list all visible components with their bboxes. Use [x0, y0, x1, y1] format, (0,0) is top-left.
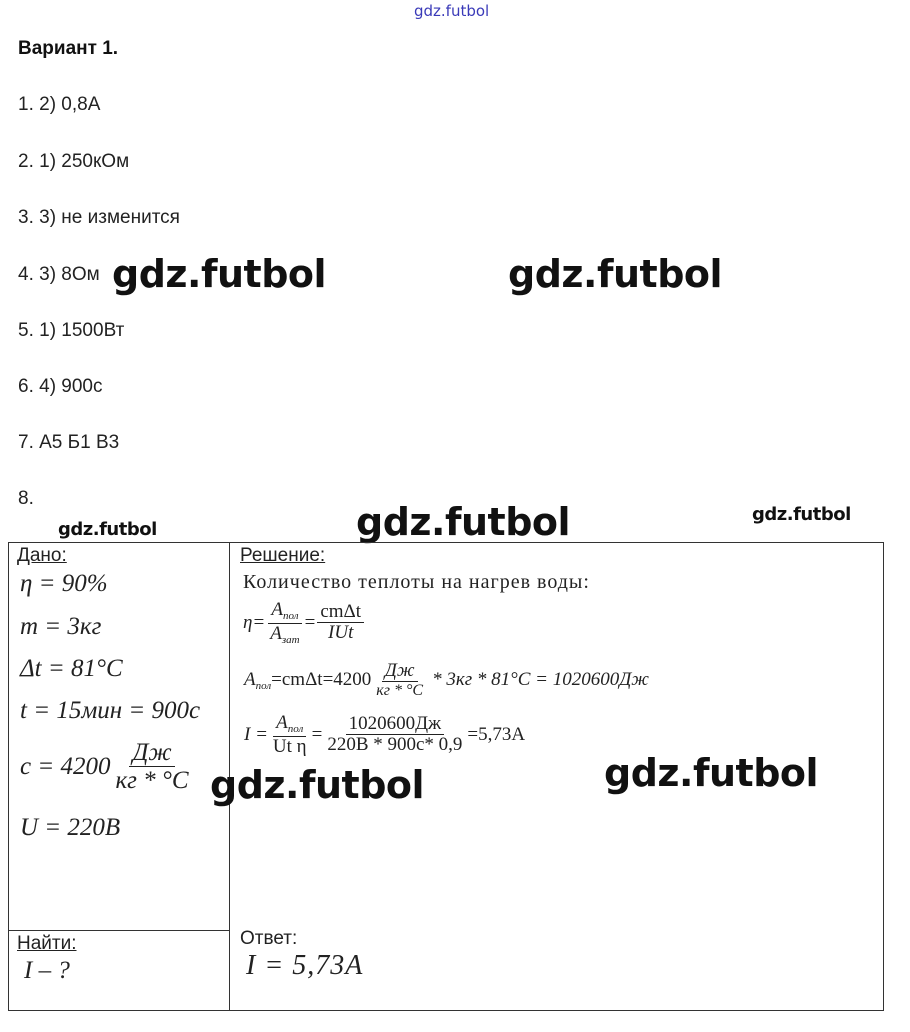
given-voltage: U = 220В [20, 814, 121, 841]
eq3-f1-den: Ut η [272, 735, 307, 757]
watermark-4: gdz.futbol [356, 500, 571, 544]
watermark-2: gdz.futbol [508, 252, 723, 296]
eq2-A: A [244, 668, 256, 690]
eq2-fraction [373, 661, 426, 700]
given-time: t = 15мин = 900с [20, 697, 201, 724]
given-mass: m = 3кг [20, 613, 102, 640]
given-eta: η = 90% [20, 570, 108, 597]
eq1-left: η= [243, 611, 266, 633]
eq1-fraction-1 [267, 600, 302, 646]
find-value: I – ? [24, 957, 70, 984]
eq3-fraction-2 [324, 714, 465, 756]
table-divider-horizontal [8, 930, 230, 931]
given-c [20, 740, 194, 795]
equation-current [244, 713, 525, 757]
watermark-6: gdz.futbol [210, 763, 425, 807]
given-c-numerator: Дж [129, 740, 174, 767]
answer-6: 6. 4) 900с [18, 376, 103, 397]
answer-1: 1. 2) 0,8А [18, 94, 101, 115]
watermark-3: gdz.futbol [58, 519, 157, 540]
eq2-mid: =cmΔt=4200 [271, 669, 372, 691]
eq2-f-num: Дж [382, 661, 418, 682]
answer-8: 8. [18, 488, 34, 509]
given-delta-t: Δt = 81°C [20, 655, 123, 682]
eq1-f2-den: IUt [328, 621, 354, 643]
answer-header: Ответ: [240, 928, 298, 949]
equation-efficiency [243, 600, 366, 646]
watermark-top: gdz.futbol [414, 2, 490, 20]
given-header: Дано: [17, 545, 67, 566]
eq3-f1-num-sub: пол [287, 723, 304, 735]
solution-header: Решение: [240, 545, 326, 566]
eq3-f1-num: A [276, 712, 288, 733]
eq1-f1-den-sub: зат [281, 633, 300, 646]
answer-7: 7. А5 Б1 В3 [18, 432, 120, 453]
eq1-f1-den: A [270, 622, 282, 644]
eq2-sub: пол [255, 679, 272, 692]
eq3-left: I = [244, 724, 268, 746]
eq3-f2-den: 220В * 900с* 0,9 [327, 734, 463, 756]
eq2-f-den: кг * °C [376, 681, 424, 699]
answer-value: I = 5,73А [246, 950, 364, 981]
watermark-5: gdz.futbol [752, 504, 851, 525]
answer-2: 2. 1) 250кОм [18, 151, 130, 172]
eq1-equals: = [304, 611, 316, 633]
equation-useful-work [244, 661, 649, 700]
watermark-7: gdz.futbol [604, 751, 819, 795]
find-header: Найти: [17, 933, 77, 954]
watermark-1: gdz.futbol [112, 252, 327, 296]
eq1-f1-num-sub: пол [282, 610, 299, 622]
answer-5: 5. 1) 1500Вт [18, 320, 125, 341]
eq1-fraction-2 [317, 602, 364, 644]
solution-intro: Количество теплоты на нагрев воды: [243, 571, 590, 593]
variant-title: Вариант 1. [18, 38, 119, 59]
answer-4: 4. 3) 8Ом [18, 264, 100, 285]
eq1-f1-num: A [271, 599, 283, 620]
eq3-fraction-1 [270, 713, 310, 757]
eq3-f2-num: 1020600Дж [346, 714, 445, 735]
eq3-right: =5,73А [467, 724, 526, 746]
given-c-fraction [112, 740, 191, 795]
answer-3: 3. 3) не изменится [18, 207, 180, 228]
given-c-denominator: кг * °C [115, 767, 189, 795]
eq2-right: * 3кг * 81°C = 1020600Дж [432, 669, 649, 691]
given-c-left: c = 4200 [20, 753, 111, 781]
eq3-equals: = [311, 724, 323, 746]
eq1-f2-num: cmΔt [317, 602, 364, 623]
